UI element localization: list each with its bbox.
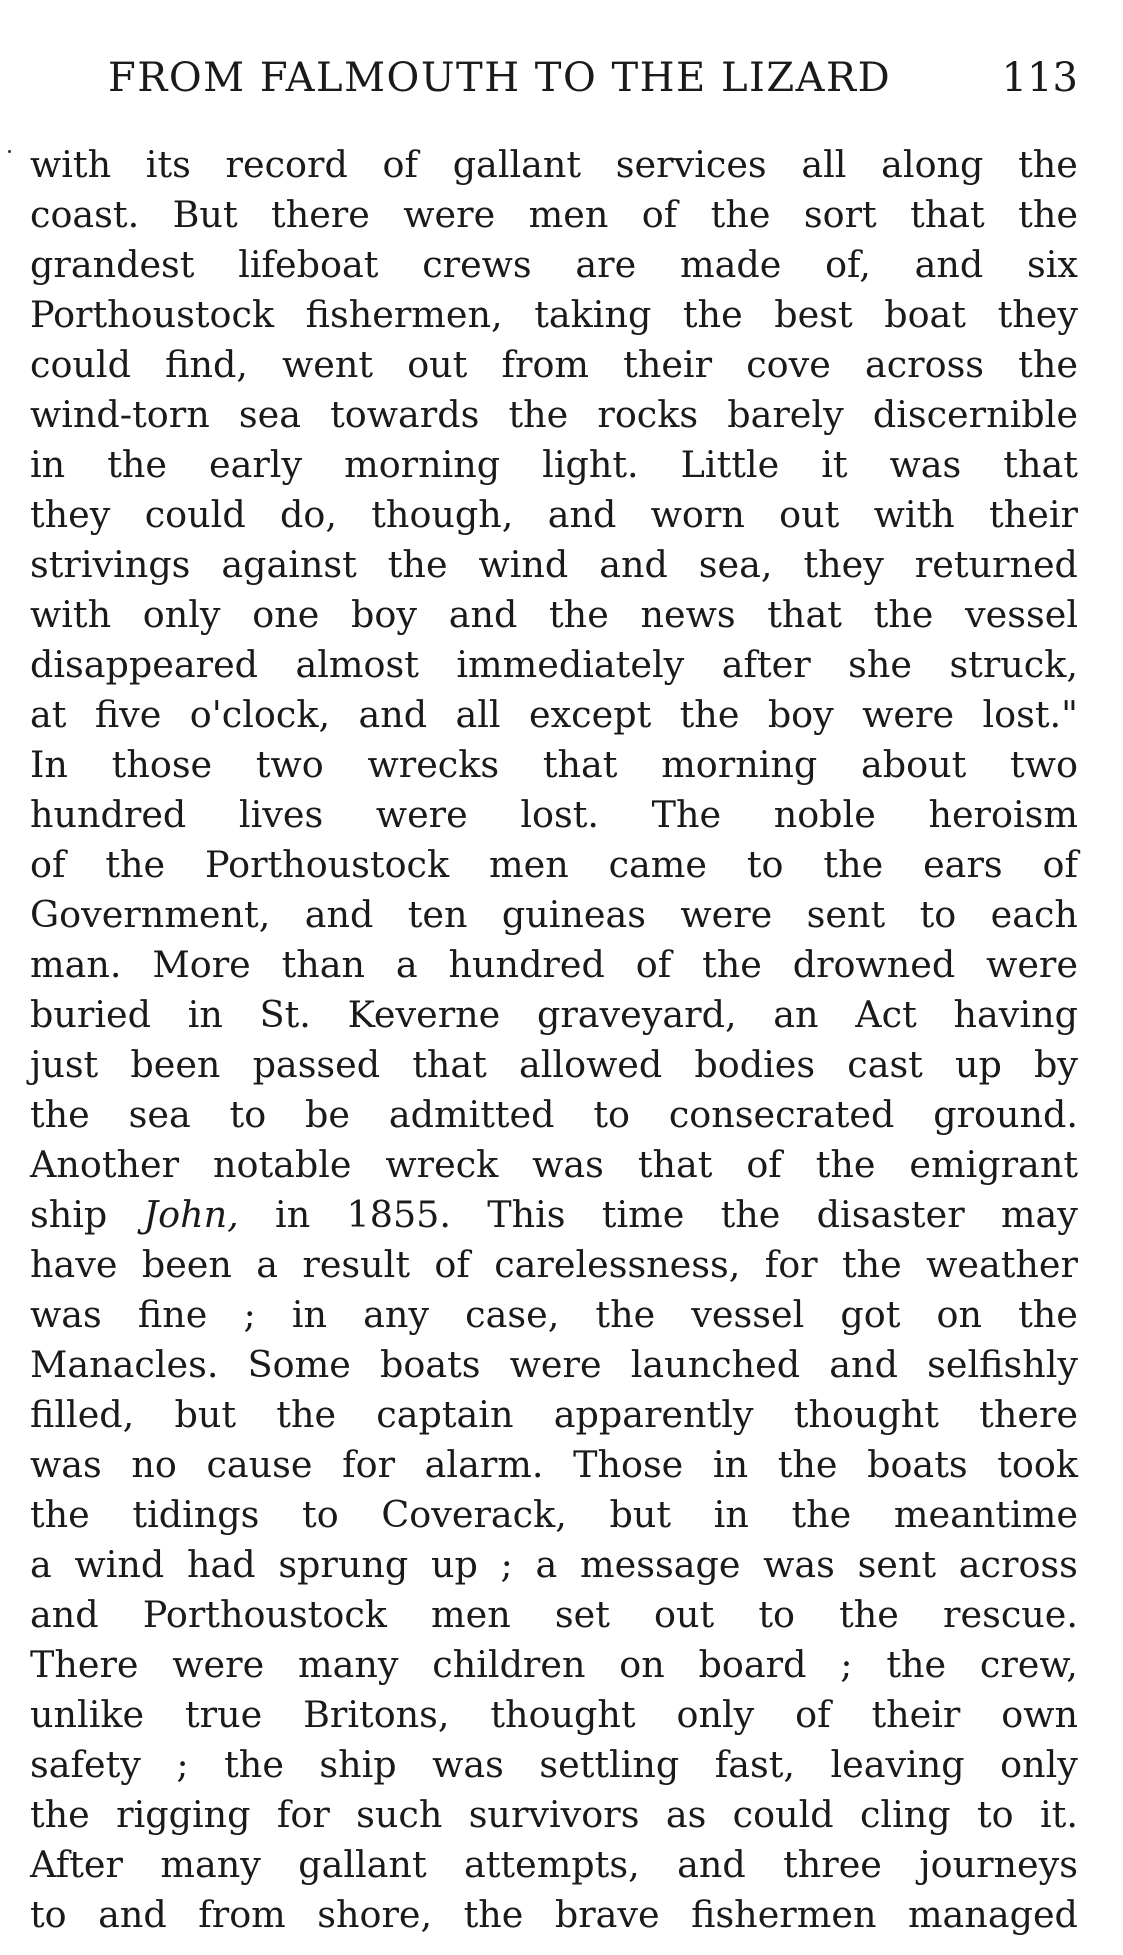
text-line: unlike true Britons, thought only of their own <box>30 1693 1078 1736</box>
text-line: man. More than a hundred of the drowned were <box>30 943 1078 986</box>
text-line: and Porthoustock men set out to the rescue. <box>30 1593 1078 1636</box>
text-line: After many gallant attempts, and three journeys <box>30 1843 1078 1886</box>
body-text <box>30 140 1078 1940</box>
text-line: they could do, though, and worn out with their <box>30 493 1078 536</box>
text-line: Manacles. Some boats were launched and selfishly <box>30 1343 1078 1386</box>
text-line: the rigging for such survivors as could cling to it. <box>30 1793 1078 1836</box>
running-title: FROM FALMOUTH TO THE LIZARD <box>108 55 892 101</box>
text-line: wind-torn sea towards the rocks barely discernible <box>30 393 1078 436</box>
text-line: the tidings to Coverack, but in the meantime <box>30 1493 1078 1536</box>
text-line: filled, but the captain apparently thought there <box>30 1393 1078 1436</box>
text-line: in the early morning light. Little it was that <box>30 443 1078 486</box>
text-line: with its record of gallant services all along the <box>30 143 1078 186</box>
text-line: a wind had sprung up ; a message was sent across <box>30 1543 1078 1586</box>
text-line: Another notable wreck was that of the emigrant <box>30 1143 1078 1186</box>
text-line: grandest lifeboat crews are made of, and six <box>30 243 1078 286</box>
text-line: the sea to be admitted to consecrated ground. <box>30 1093 1078 1136</box>
text-line: hundred lives were lost. The noble heroism <box>30 793 1078 836</box>
page-number: 113 <box>1001 55 1078 101</box>
text-line: ship John, in 1855. This time the disaster may <box>30 1193 1078 1236</box>
stray-ink-mark <box>8 150 11 153</box>
text-line: was fine ; in any case, the vessel got on the <box>30 1293 1078 1336</box>
text-line: buried in St. Keverne graveyard, an Act having <box>30 993 1078 1036</box>
text-line: strivings against the wind and sea, they returned <box>30 543 1078 586</box>
text-line: was no cause for alarm. Those in the boats took <box>30 1443 1078 1486</box>
text-line: just been passed that allowed bodies cast up by <box>30 1043 1078 1086</box>
text-line: of the Porthoustock men came to the ears of <box>30 843 1078 886</box>
text-line: disappeared almost immediately after she struck, <box>30 643 1078 686</box>
text-line: to and from shore, the brave fishermen managed <box>30 1893 1078 1936</box>
text-line: There were many children on board ; the crew, <box>30 1643 1078 1686</box>
text-line: Porthoustock fishermen, taking the best boat they <box>30 293 1078 336</box>
text-line: safety ; the ship was settling fast, leaving only <box>30 1743 1078 1786</box>
text-line: In those two wrecks that morning about two <box>30 743 1078 786</box>
text-line: coast. But there were men of the sort that the <box>30 193 1078 236</box>
text-line: with only one boy and the news that the vessel <box>30 593 1078 636</box>
text-line: have been a result of carelessness, for the weather <box>30 1243 1078 1286</box>
text-line: at five o'clock, and all except the boy were lost." <box>30 693 1078 736</box>
running-head <box>108 48 1078 108</box>
text-line: Government, and ten guineas were sent to each <box>30 893 1078 936</box>
text-line: could find, went out from their cove across the <box>30 343 1078 386</box>
